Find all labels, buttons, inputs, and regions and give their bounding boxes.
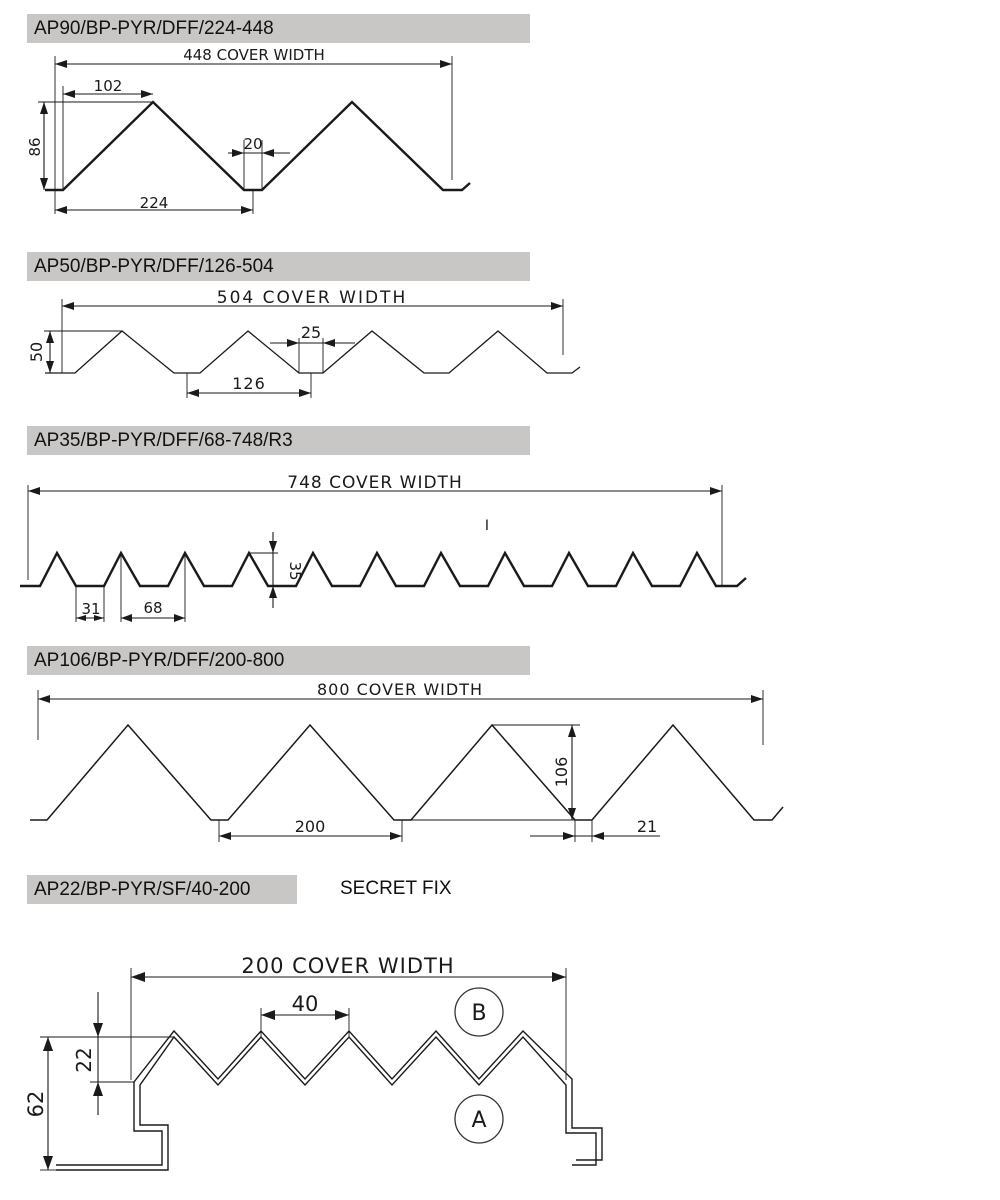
ap90-crest-offset-label: 102 [93,77,123,95]
profile-title-ap106: AP106/BP-PYR/DFF/200-800 [27,646,530,675]
ap35-profile-line [20,553,746,586]
ap106-trough-width-label: 21 [636,817,658,836]
ap50-trough-width-label: 25 [300,323,322,342]
stray-mark: I [484,518,490,534]
profile-title-ap90: AP90/BP-PYR/DFF/224-448 [27,14,530,43]
ap22-cover-width-label: 200 COVER WIDTH [241,954,455,978]
ap22-total-height-label: 62 [24,1090,48,1118]
ap35-base-width-label: 31 [81,600,101,618]
ap106-height-label: 106 [552,756,571,788]
profile-title-ap35: AP35/BP-PYR/DFF/68-748/R3 [27,426,530,455]
ap50-cover-width-label: 504 COVER WIDTH [216,288,408,308]
ap90-cover-width-label: 448 COVER WIDTH [183,46,325,64]
ap106-profile-line [30,725,783,820]
ap35-cover-width-label: 748 COVER WIDTH [287,473,463,493]
profile-title-ap50: AP50/BP-PYR/DFF/126-504 [27,252,530,281]
ap50-height-label: 50 [27,341,46,363]
ap106-cover-width-label: 800 COVER WIDTH [316,680,484,699]
marker-b-label: B [471,1001,487,1026]
ap35-drawing [20,473,746,622]
ap22-drawing [24,954,602,1170]
ap22-pitch-label: 40 [291,992,319,1016]
profile-title-ap22: AP22/BP-PYR/SF/40-200 [27,875,297,904]
ap90-height-label: 86 [26,137,44,157]
ap90-drawing [26,46,470,214]
ap22-rib-height-label: 22 [72,1047,96,1073]
ap90-pitch-label: 224 [139,194,169,212]
ap50-drawing [27,288,580,398]
marker-a-label: A [471,1108,487,1133]
ap50-pitch-label: 126 [232,374,266,393]
secret-fix-note: SECRET FIX [340,878,452,899]
ap106-pitch-label: 200 [294,817,326,836]
ap22-profile-inner [56,1031,602,1165]
ap35-height-label: 35 [286,561,304,581]
ap35-pitch-label: 68 [143,599,163,617]
ap90-trough-width-label: 20 [243,135,263,153]
ap106-drawing [30,680,783,842]
